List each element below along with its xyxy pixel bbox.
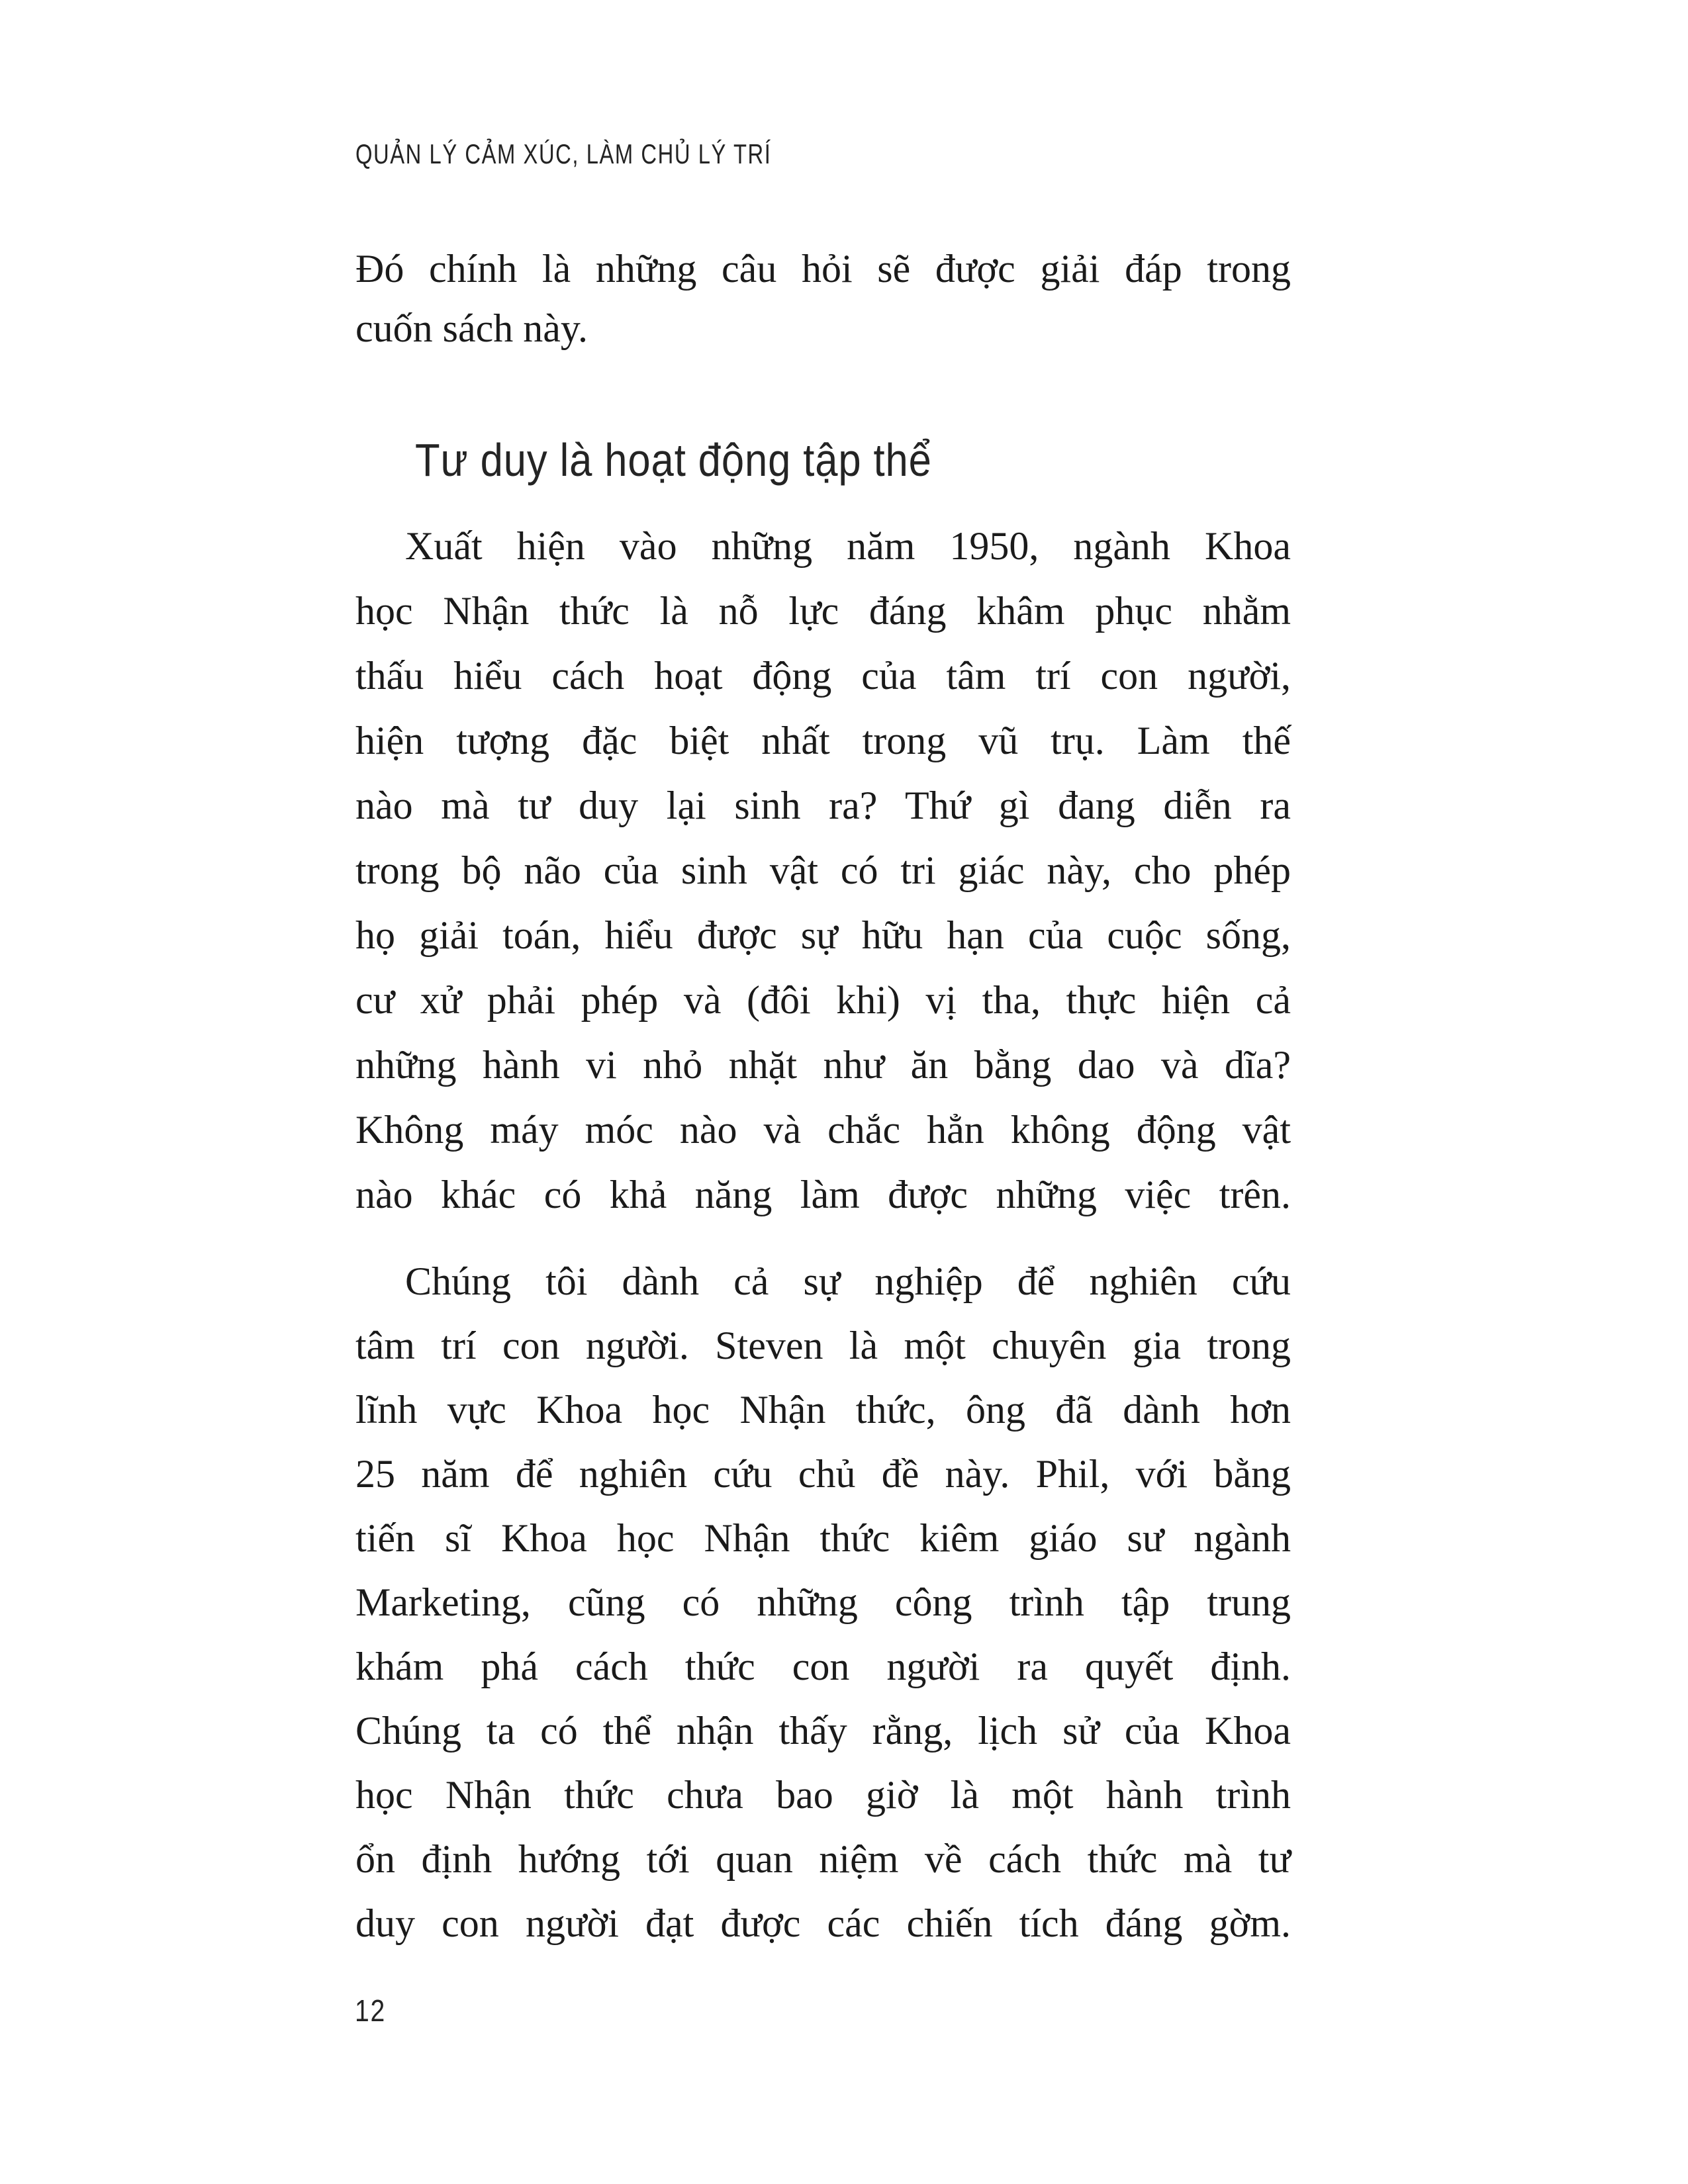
paragraph-line: duy con người đạt được các chiến tích đáng gờm. (355, 1901, 1291, 1945)
running-header (355, 138, 889, 171)
paragraph-line: nào khác có khả năng làm được những việc trên. (355, 1173, 1291, 1216)
paragraph-line: thấu hiểu cách hoạt động của tâm trí con người, (355, 654, 1291, 698)
paragraph-line: những hành vi nhỏ nhặt như ăn bằng dao và dĩa? (355, 1043, 1291, 1087)
paragraph-line: tâm trí con người. Steven là một chuyên gia trong (355, 1324, 1291, 1367)
paragraph-line: Chúng tôi dành cả sự nghiệp để nghiên cứu (405, 1259, 1291, 1303)
paragraph-line: họ giải toán, hiểu được sự hữu hạn của cuộc sống, (355, 913, 1291, 957)
running-header-text: QUẢN LÝ CẢM XÚC, LÀM CHỦ LÝ TRÍ (355, 138, 772, 169)
paragraph-line: khám phá cách thức con người ra quyết định. (355, 1645, 1291, 1688)
page-number (355, 1993, 391, 2028)
paragraph-line: hiện tượng đặc biệt nhất trong vũ trụ. Làm thế (355, 719, 1291, 762)
paragraph-line: Xuất hiện vào những năm 1950, ngành Khoa (405, 524, 1291, 568)
paragraph-body (355, 514, 1291, 1227)
section-heading (415, 432, 1002, 488)
paragraph-line: Chúng ta có thể nhận thấy rằng, lịch sử của Khoa (355, 1709, 1291, 1752)
paragraph-body (355, 1250, 1291, 1956)
paragraph-line: Không máy móc nào và chắc hẳn không động vật (355, 1108, 1291, 1152)
paragraph-line: 25 năm để nghiên cứu chủ đề này. Phil, với bằng (355, 1452, 1291, 1496)
section-heading-text: Tư duy là hoạt động tập thể (415, 434, 932, 486)
paragraph-line: trong bộ não của sinh vật có tri giác này, cho phép (355, 848, 1291, 892)
paragraph-line: cư xử phải phép và (đôi khi) vị tha, thực hiện cả (355, 978, 1291, 1022)
paragraph-line: cuốn sách này. (355, 306, 588, 350)
paragraph-line: tiến sĩ Khoa học Nhận thức kiêm giáo sư ngành (355, 1516, 1291, 1560)
paragraph-line: Đó chính là những câu hỏi sẽ được giải đáp trong (355, 247, 1291, 291)
paragraph-line: nào mà tư duy lại sinh ra? Thứ gì đang diễn ra (355, 784, 1291, 827)
paragraph-continuation (355, 239, 1291, 358)
page-number-text: 12 (355, 1993, 386, 2028)
paragraph-line: lĩnh vực Khoa học Nhận thức, ông đã dành hơn (355, 1388, 1291, 1432)
paragraph-line: ổn định hướng tới quan niệm về cách thức mà tư (355, 1837, 1291, 1881)
paragraph-line: Marketing, cũng có những công trình tập trung (355, 1580, 1291, 1624)
paragraph-line: học Nhận thức là nỗ lực đáng khâm phục nhằm (355, 589, 1291, 633)
paragraph-line: học Nhận thức chưa bao giờ là một hành trình (355, 1773, 1291, 1817)
